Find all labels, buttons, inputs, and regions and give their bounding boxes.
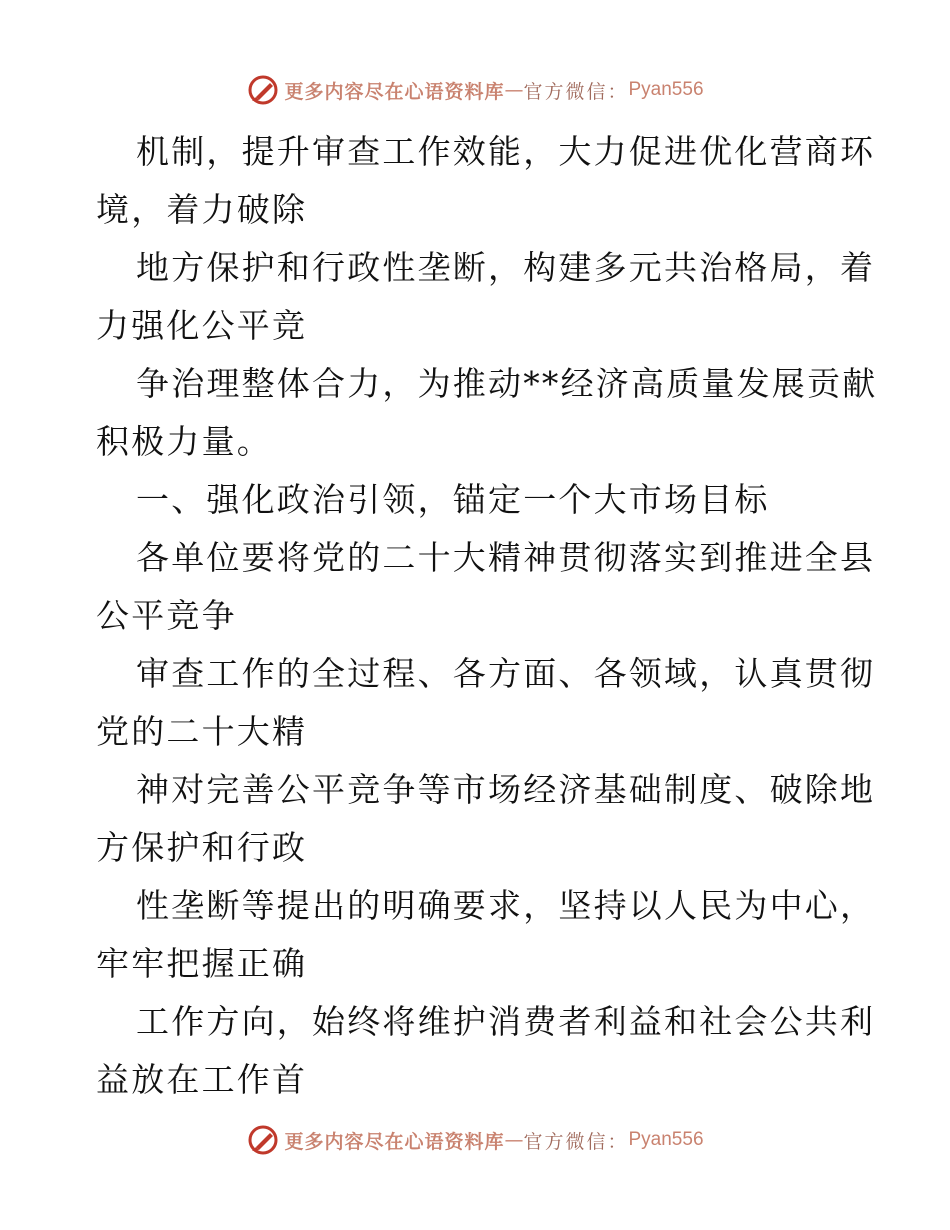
footer-site-text: 更多内容尽在心语资料库	[284, 1130, 505, 1153]
paragraph-2-line1: 地方保护和行政性垄断，构建多元共治格局，着	[136, 248, 876, 287]
paragraph-3	[96, 355, 878, 471]
paragraph-4	[96, 529, 876, 645]
header-site-text: 更多内容尽在心语资料库	[284, 80, 505, 103]
document-body	[96, 123, 878, 1109]
paragraph-7-line2: 牢牢把握正确	[96, 944, 308, 983]
paragraph-6	[96, 761, 876, 877]
paragraph-5-line2: 党的二十大精	[96, 712, 308, 751]
footer-dash: —	[504, 1129, 524, 1151]
footer-watermark	[0, 1120, 950, 1160]
paragraph-8	[96, 993, 876, 1109]
paragraph-6-line2: 方保护和行政	[96, 828, 308, 867]
paragraph-8-line2: 益放在工作首	[96, 1060, 308, 1099]
footer-label: 官方微信：	[523, 1130, 629, 1153]
paragraph-5	[96, 645, 876, 761]
section-heading-1-text: 一、强化政治引领，锚定一个大市场目标	[136, 480, 770, 519]
paragraph-7	[96, 877, 876, 993]
header-account: Pyan556	[628, 79, 704, 100]
paragraph-1-line2: 境，着力破除	[96, 190, 308, 229]
header-dash: —	[504, 79, 524, 101]
footer-account: Pyan556	[628, 1129, 704, 1150]
header-label: 官方微信：	[523, 80, 629, 103]
paragraph-2-line2: 力强化公平竞	[96, 306, 308, 345]
paragraph-8-line1: 工作方向，始终将维护消费者利益和社会公共利	[136, 1002, 876, 1041]
header-watermark	[0, 70, 950, 110]
paragraph-7-line1: 性垄断等提出的明确要求，坚持以人民为中心，	[136, 886, 876, 925]
ink-pen-logo-icon	[246, 1123, 280, 1157]
ink-pen-logo-icon	[246, 73, 280, 107]
paragraph-1-line1: 机制，提升审查工作效能，大力促进优化营商环	[136, 132, 876, 171]
paragraph-1	[96, 123, 876, 239]
section-heading-1	[96, 471, 856, 529]
paragraph-6-line1: 神对完善公平竞争等市场经济基础制度、破除地	[136, 770, 876, 809]
paragraph-2	[96, 239, 876, 355]
paragraph-3-line1: 争治理整体合力，为推动**经济高质量发展贡献	[136, 364, 878, 403]
paragraph-4-line2: 公平竞争	[96, 596, 237, 635]
paragraph-5-line1: 审查工作的全过程、各方面、各领域，认真贯彻	[136, 654, 876, 693]
paragraph-3-line2: 积极力量。	[96, 422, 272, 461]
paragraph-4-line1: 各单位要将党的二十大精神贯彻落实到推进全县	[136, 538, 876, 577]
